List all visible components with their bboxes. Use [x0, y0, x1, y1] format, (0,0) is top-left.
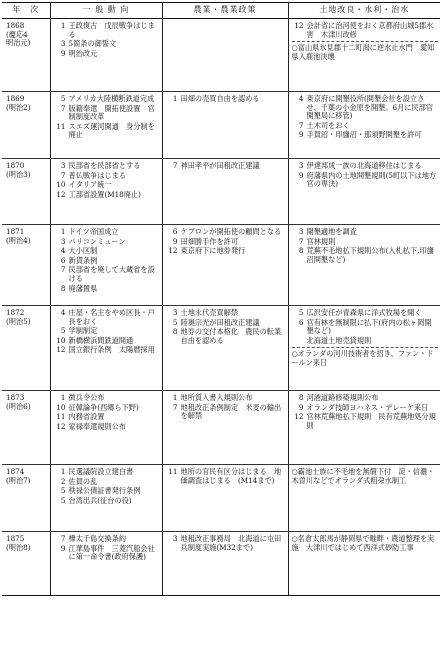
general-entry: [54, 40, 160, 49]
event-text: 5箇条の御誓文: [68, 39, 117, 49]
month-number: 12: [294, 21, 304, 30]
header-row: [2, 3, 440, 19]
land-entry: [292, 394, 439, 403]
general-entry: [54, 162, 160, 171]
month-number: 4: [60, 246, 66, 256]
general-entry: [54, 394, 160, 403]
month-number: 5: [60, 94, 66, 103]
month-number: 9: [298, 130, 304, 140]
event-text: 民部省を廃して大蔵省を設ける: [68, 265, 155, 283]
month-number: 12: [168, 246, 178, 256]
agriculture-entry: [166, 404, 286, 421]
general-entry: [54, 309, 160, 326]
event-text: スエズ運河開通 身分制を廃止: [68, 121, 155, 140]
event-text: 民選議院設立建白書: [68, 467, 134, 476]
general-entry: [54, 257, 160, 266]
event-text: 東京府下に地券発行: [180, 246, 246, 256]
month-number: 6: [60, 255, 66, 265]
event-text: 征韓論争(西郷ら下野): [68, 402, 139, 412]
event-text: 秩禄公債証書発行条例: [68, 486, 141, 496]
agriculture-cell: [162, 465, 288, 532]
era-name: (明治8): [6, 542, 31, 552]
agriculture-entry: [166, 328, 286, 345]
note-text: ○オランダの河川技術者を招き、ファン・ドールン来日: [291, 349, 434, 367]
general-entry: [54, 535, 160, 544]
event-text: 家禄奉還規則公布: [68, 421, 127, 431]
table-row: [2, 225, 440, 306]
agriculture-cell: [162, 19, 288, 92]
event-text: パリコンミューン: [68, 236, 126, 246]
month-number: 9: [172, 236, 178, 246]
general-cell: [50, 225, 162, 306]
month-number: 3: [298, 227, 304, 236]
event-text: 新貨条例: [68, 255, 98, 265]
general-cell: [50, 19, 162, 92]
event-text: 官林荒蕪地払下規則 民有荒蕪地処分規則: [306, 412, 436, 430]
agriculture-entry: [166, 95, 286, 104]
event-text: 会計省に治河使をおく京都府山城5郡水害 木津川改修: [306, 21, 434, 39]
event-text: 官林規則: [306, 236, 336, 246]
event-text: 地所の官民有区分はじまる 地価調査はじまる (M14まで): [180, 467, 282, 485]
land-cell: [288, 465, 440, 532]
land-entry: [292, 162, 439, 171]
agriculture-entry: [166, 535, 286, 552]
event-text: 地租改正条例制定 米麦の輸出を解禁: [180, 402, 282, 421]
event-text: 河港道路修築規則公布: [306, 393, 379, 402]
general-entry: [54, 123, 160, 140]
event-text: 普仏戦争はじまる: [68, 170, 127, 180]
general-entry: [54, 337, 160, 346]
land-cell: [288, 306, 440, 391]
general-entry: [54, 497, 160, 506]
month-number: 7: [60, 170, 66, 180]
year-cell: [2, 532, 50, 596]
month-number: 7: [172, 402, 178, 412]
event-text: 王政復古 戊辰戦争はじまる: [68, 21, 155, 39]
month-number: 1: [60, 21, 66, 30]
general-entry: [54, 346, 160, 355]
note-text: ○霸池士族に不毛地を無償下付 淀・信濃・木曽川などでオランダ式粗朶水制工: [291, 467, 435, 485]
event-text: 民部省を民部省とする: [68, 161, 141, 170]
agriculture-cell: [162, 159, 288, 225]
event-text: 明治改元: [68, 48, 98, 58]
header-year: 年 次: [2, 3, 50, 19]
month-number: 7: [60, 265, 66, 275]
year-number: 1870: [6, 161, 25, 170]
note-text: ○富山県氷見郡十二町潟に逆水止水門 愛知県入鹿池決壊: [291, 43, 435, 61]
agriculture-entry: [166, 247, 286, 256]
month-number: 6: [172, 227, 178, 236]
month-number: 12: [56, 345, 66, 355]
month-number: 10: [56, 335, 66, 345]
general-cell: [50, 306, 162, 391]
event-text: 北海道土地売貸規則: [306, 335, 372, 345]
month-number: [292, 337, 307, 346]
land-entry: [292, 131, 439, 140]
land-entry: [292, 309, 439, 318]
month-number: 5: [60, 486, 66, 496]
agriculture-entry: [166, 309, 286, 318]
agriculture-entry: [166, 319, 286, 328]
month-number: 7: [60, 534, 66, 543]
general-cell: [50, 465, 162, 532]
era-name: (明治5): [6, 316, 31, 326]
event-text: オランダ技師ヨハネス・デレーケ来日: [306, 402, 429, 412]
month-number: 3: [172, 308, 178, 317]
general-entry: [54, 468, 160, 477]
general-cell: [50, 92, 162, 159]
general-entry: [54, 478, 160, 487]
table-row: [2, 19, 440, 92]
month-number: 8: [298, 393, 304, 402]
year-number: 1869: [6, 94, 25, 103]
era-name: 明治元): [6, 38, 31, 48]
event-text: 学制制定: [68, 326, 98, 336]
land-note: [292, 350, 439, 367]
era-name: (慶応4: [6, 29, 28, 39]
table-row: [2, 532, 440, 596]
land-entry: [292, 319, 439, 336]
event-text: 東京府に開墾役所(開墾会社を設立させ、千葉の小金原を開墾。6月に民部官開墾局に移管): [306, 94, 434, 121]
month-number: 3: [172, 534, 178, 543]
land-cell: [288, 92, 440, 159]
general-entry: [54, 105, 160, 122]
agriculture-entry: [166, 162, 286, 171]
agriculture-entry: [166, 394, 286, 403]
year-cell: [2, 19, 50, 92]
event-text: 内務省設置: [68, 412, 105, 422]
general-cell: [50, 391, 162, 465]
general-entry: [54, 228, 160, 237]
land-entry: [292, 413, 439, 430]
era-name: (明治2): [6, 102, 31, 112]
month-number: 1: [172, 393, 178, 402]
land-entry: [292, 238, 439, 247]
year-number: 1871: [6, 227, 25, 236]
event-text: 地所質入書入規則公布: [180, 393, 253, 402]
note-text: ○名倉太郎馬が静岡県で畦畔・農道整理を実施 大津川ではじめて西洋式砂防工事: [291, 534, 435, 552]
table-body: [2, 19, 440, 596]
year-number: 1868: [6, 21, 25, 30]
era-name: (明治4): [6, 235, 31, 245]
land-entry: [292, 337, 439, 346]
general-entry: [54, 50, 160, 59]
month-number: 8: [60, 283, 66, 293]
general-entry: [54, 327, 160, 336]
event-text: 江華島事件 三菱汽船会社に第一命令書(政府保護): [68, 543, 155, 562]
month-number: 1: [60, 393, 66, 402]
event-text: 陸奥宗光が田租改正建議: [180, 317, 260, 327]
land-entry: [292, 22, 439, 39]
event-text: 台湾出兵(征台の役): [68, 495, 132, 505]
chronology-table: [2, 2, 440, 596]
month-number: 8: [172, 327, 178, 337]
general-entry: [54, 404, 160, 413]
agriculture-cell: [162, 391, 288, 465]
note-separator: [292, 347, 439, 348]
month-number: 11: [168, 467, 178, 476]
event-text: 佐賀の乱: [68, 476, 98, 486]
event-text: 神田孝平が田租改正建議: [180, 161, 260, 170]
agriculture-cell: [162, 532, 288, 596]
year-number: 1872: [6, 308, 25, 317]
event-text: 工部省設置(M18廃止): [68, 189, 141, 199]
table-row: [2, 92, 440, 159]
general-entry: [54, 545, 160, 562]
event-text: 国立銀行条例 太陽暦採用: [68, 345, 155, 355]
general-entry: [54, 172, 160, 181]
month-number: 3: [60, 39, 66, 49]
land-entry: [292, 228, 439, 237]
month-number: 8: [298, 246, 304, 256]
general-entry: [54, 238, 160, 247]
note-separator: [292, 41, 439, 42]
agriculture-cell: [162, 92, 288, 159]
month-number: 6: [298, 317, 304, 327]
month-number: 4: [60, 308, 66, 317]
agriculture-entry: [166, 468, 286, 485]
header-general: 一 般 動 向: [50, 3, 162, 19]
month-number: 11: [56, 121, 66, 131]
month-number: 2: [60, 476, 66, 486]
era-name: (明治7): [6, 475, 31, 485]
year-number: 1873: [6, 393, 25, 402]
month-number: 5: [298, 308, 304, 317]
land-entry: [292, 122, 439, 131]
event-text: 徴兵令公布: [68, 393, 105, 402]
event-text: イタリア統一: [68, 180, 112, 190]
month-number: 3: [60, 236, 66, 246]
general-entry: [54, 423, 160, 432]
general-entry: [54, 191, 160, 200]
month-number: 1: [172, 94, 178, 103]
header-land: 土地改良・水利・治水: [288, 3, 440, 19]
month-number: 10: [56, 402, 66, 412]
event-text: 樺太千島交換条約: [68, 534, 127, 543]
event-text: 版籍奉還 開拓使設置 官制制度改革: [68, 103, 155, 122]
year-cell: [2, 306, 50, 391]
general-cell: [50, 532, 162, 596]
month-number: 12: [56, 189, 66, 199]
general-cell: [50, 159, 162, 225]
event-text: 地券の交付本格化 農民の転業自由を認める: [180, 327, 282, 345]
year-cell: [2, 465, 50, 532]
year-cell: [2, 225, 50, 306]
general-entry: [54, 22, 160, 39]
month-number: 9: [298, 170, 304, 180]
agriculture-entry: [166, 228, 286, 237]
event-text: 土木司をおく: [306, 120, 350, 130]
event-text: 広沢安任が青森県に洋式牧場を開く: [306, 308, 422, 317]
agriculture-cell: [162, 306, 288, 391]
month-number: 5: [60, 495, 66, 505]
land-entry: [292, 247, 439, 264]
table-row: [2, 465, 440, 532]
land-note: [292, 44, 439, 61]
general-entry: [54, 266, 160, 283]
general-entry: [54, 487, 160, 496]
month-number: 12: [294, 412, 304, 422]
year-number: 1875: [6, 534, 25, 543]
general-entry: [54, 181, 160, 190]
month-number: 3: [298, 161, 304, 170]
land-cell: [288, 532, 440, 596]
land-note: [292, 535, 439, 552]
event-text: ドイツ帝国成立: [68, 227, 119, 236]
month-number: 5: [60, 326, 66, 336]
land-entry: [292, 404, 439, 413]
event-text: 庄屋・名主をやめ区長・戸長をおく: [68, 308, 155, 326]
event-text: ケプロンが開拓使の顧問となる: [180, 227, 282, 236]
land-entry: [292, 172, 439, 189]
event-text: 地租改正事務局 北海道に屯田兵制度実施(M32まで): [180, 534, 282, 552]
table-row: [2, 159, 440, 225]
month-number: 1: [60, 467, 66, 476]
event-text: 廃藩置県: [68, 283, 98, 293]
event-text: 田畑勝手作を許可: [180, 236, 239, 246]
month-number: 3: [60, 161, 66, 170]
era-name: (明治3): [6, 169, 31, 179]
month-number: 1: [60, 227, 66, 236]
event-text: 田畑の売買自由を認める: [180, 94, 260, 103]
agriculture-entry: [166, 238, 286, 247]
month-number: 9: [60, 48, 66, 58]
event-text: 荒蕪不毛地払下規則公布(入札払下,印旛沼開墾など): [306, 246, 434, 264]
header-agriculture: 農業・農業政策: [162, 3, 288, 19]
event-text: 府藩県内の土地開墾規則(5町以下は地方官の専決): [306, 170, 437, 189]
table-row: [2, 391, 440, 465]
month-number: 5: [172, 317, 178, 327]
month-number: 7: [298, 236, 304, 246]
event-text: アメリカ大陸横断鉄道完成: [68, 94, 155, 103]
event-text: 開墾適地を調査: [306, 227, 357, 236]
land-cell: [288, 225, 440, 306]
event-text: 官有林を無制限に払下(府内の松ヶ岡開墾など): [306, 317, 432, 336]
month-number: 12: [56, 421, 66, 431]
general-entry: [54, 95, 160, 104]
land-cell: [288, 159, 440, 225]
year-cell: [2, 159, 50, 225]
land-cell: [288, 391, 440, 465]
land-entry: [292, 95, 439, 121]
month-number: 4: [298, 94, 304, 103]
year-number: 1874: [6, 467, 25, 476]
month-number: 9: [60, 543, 66, 553]
month-number: 11: [56, 412, 66, 422]
table-row: [2, 306, 440, 391]
era-name: (明治6): [6, 401, 31, 411]
event-text: 手賀沼・印旛沼・那須野開墾を許可: [306, 130, 422, 140]
event-text: 大小区制: [68, 246, 98, 256]
general-entry: [54, 247, 160, 256]
land-cell: [288, 19, 440, 92]
general-entry: [54, 413, 160, 422]
month-number: 7: [60, 103, 66, 113]
agriculture-cell: [162, 225, 288, 306]
month-number: 9: [298, 402, 304, 412]
month-number: 7: [298, 120, 304, 130]
year-cell: [2, 92, 50, 159]
event-text: 新橋横浜間鉄道開通: [68, 335, 134, 345]
year-cell: [2, 391, 50, 465]
general-entry: [54, 285, 160, 294]
land-note: [292, 468, 439, 485]
event-text: 土地永代売買解禁: [180, 308, 239, 317]
month-number: 7: [172, 161, 178, 170]
event-text: 伊達邦成一族の北海道移住はじまる: [306, 161, 422, 170]
month-number: 10: [56, 180, 66, 190]
